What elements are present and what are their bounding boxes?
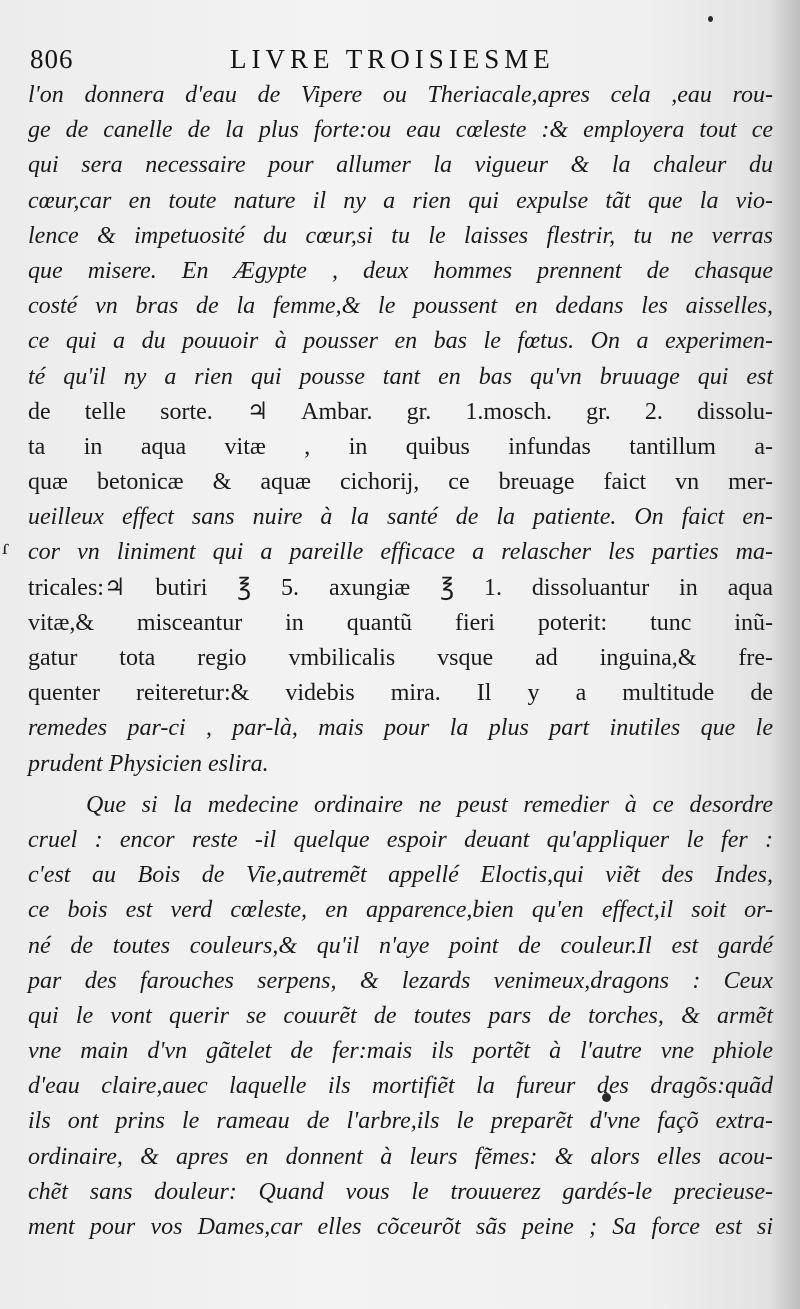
body-text bbox=[28, 78, 773, 1245]
ink-speck bbox=[708, 16, 713, 22]
margin-mark: ɾ bbox=[2, 534, 10, 559]
text-line: ge de canelle de la plus forte:ou eau cœleste :& employera tout ce bbox=[28, 117, 773, 144]
text-line: ce bois est verd cœleste, en apparence,bien qu'en effect,il soit or- bbox=[28, 897, 773, 924]
text-line: costé vn bras de la femme,& le poussent en dedans les aisselles, bbox=[28, 293, 773, 320]
text-line: né de toutes couleurs,& qu'il n'aye point de couleur.Il est gardé bbox=[28, 932, 773, 959]
text-line: té qu'il ny a rien qui pousse tant en bas qu'vn bruuage qui est bbox=[28, 363, 773, 390]
text-line: ta in aqua vitæ , in quibus infundas tantillum a- bbox=[28, 433, 773, 460]
text-line: tricales:♃ butiri ℥ 5. axungiæ ℥ 1. dissoluantur in aqua bbox=[28, 574, 773, 601]
text-line: prudent Physicien eslira. bbox=[28, 750, 269, 777]
text-line: qui le vont querir se couurẽt de toutes pars de torches, & armẽt bbox=[28, 1002, 773, 1029]
text-line: que misere. En Ægypte , deux hommes prennent de chasque bbox=[28, 257, 773, 284]
page-header bbox=[30, 44, 770, 82]
text-line: c'est au Bois de Vie,autremẽt appellé Eloctis,qui viẽt des Indes, bbox=[28, 862, 773, 889]
text-line: ueilleux effect sans nuire à la santé de la patiente. On faict en- bbox=[28, 504, 773, 531]
text-line: l'on donnera d'eau de Vipere ou Theriacale,apres cela ,eau rou- bbox=[28, 82, 773, 108]
running-head: LIVRE TROISIESME bbox=[230, 44, 555, 74]
text-line: par des farouches serpens, & lezards venimeux,dragons : Ceux bbox=[28, 967, 773, 994]
text-line: vne main d'vn gãtelet de fer:mais ils portẽt à l'autre vne phiole bbox=[28, 1038, 773, 1065]
text-line: cœur,car en toute nature il ny a rien qui expulse tãt que la vio- bbox=[28, 187, 773, 214]
text-line: chẽt sans douleur: Quand vous le trouuerez gardés-le precieuse- bbox=[28, 1178, 773, 1205]
text-line: ils ont prins le rameau de l'arbre,ils le preparẽt d'vne façõ extra- bbox=[28, 1108, 773, 1135]
text-line: gatur tota regio vmbilicalis vsque ad inguina,& fre- bbox=[28, 645, 773, 671]
text-line: qui sera necessaire pour allumer la vigueur & la chaleur du bbox=[28, 152, 773, 179]
text-line: vitæ,& misceantur in quantũ fieri poterit: tunc inũ- bbox=[28, 609, 773, 636]
page-number: 806 bbox=[30, 44, 74, 74]
text-line: ment pour vos Dames,car elles cõceurõt sãs peine ; Sa force est si bbox=[28, 1214, 773, 1240]
text-line: quæ betonicæ & aquæ cichorij, ce breuage faict vn mer- bbox=[28, 469, 773, 496]
text-line: remedes par-ci , par-là, mais pour la plus part inutiles que le bbox=[28, 715, 773, 742]
text-line: cor vn liniment qui a pareille efficace a relascher les parties ma- bbox=[28, 539, 773, 566]
text-line: ce qui a du pouuoir à pousser en bas le fœtus. On a experimen- bbox=[28, 328, 773, 355]
text-line: de telle sorte. ♃ Ambar. gr. 1.mosch. gr. 2. dissolu- bbox=[28, 398, 773, 425]
text-line: cruel : encor reste -il quelque espoir deuant qu'appliquer le fer : bbox=[28, 826, 773, 853]
text-line: quenter reiteretur:& videbis mira. Il y a multitude de bbox=[28, 680, 773, 707]
text-line: d'eau claire,auec laquelle ils mortifiẽt la fureur des dragõs:quãd bbox=[28, 1073, 773, 1100]
text-line: ordinaire, & apres en donnent à leurs fẽmes: & alors elles acou- bbox=[28, 1143, 773, 1170]
text-line: lence & impetuosité du cœur,si tu le laisses flestrir, tu ne verras bbox=[28, 222, 773, 249]
text-line: Que si la medecine ordinaire ne peust remedier à ce desordre bbox=[86, 791, 773, 818]
